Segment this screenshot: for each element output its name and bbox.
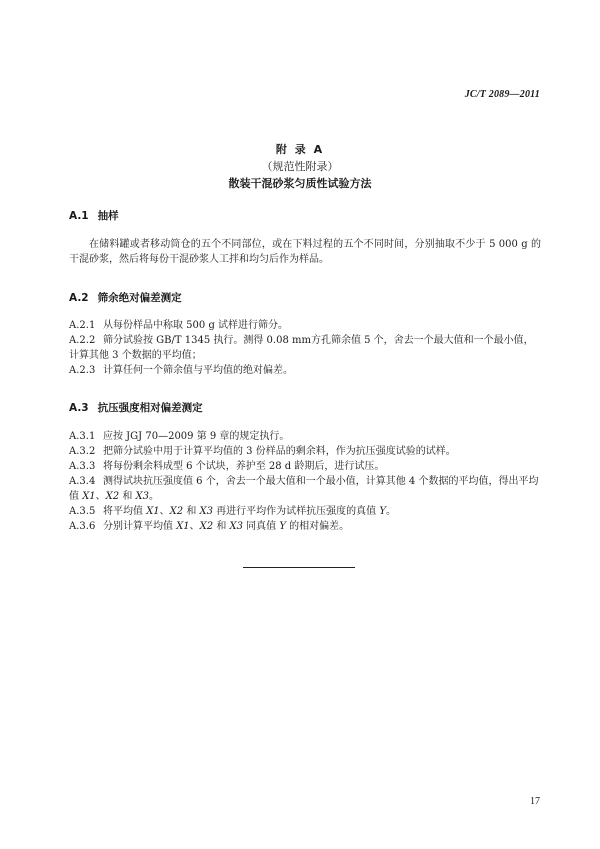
clause-text: 分别计算平均值 X1、X2 和 X3 同真值 Y 的相对偏差。 xyxy=(103,521,350,532)
clause-number: A.3.2 xyxy=(69,446,96,457)
clause-text: 从每份样品中称取 500 g 试样进行筛分。 xyxy=(103,320,289,331)
section-number: A.3 xyxy=(69,402,89,414)
clause-text: 把筛分试验中用于计算平均值的 3 份样品的剩余料，作为抗压强度试验的试样。 xyxy=(103,446,456,457)
clause-text: 计算任何一个筛余值与平均值的绝对偏差。 xyxy=(103,365,293,376)
clause-text: 将每份剩余料成型 6 个试块，养护至 28 d 龄期后，进行试压。 xyxy=(103,461,385,472)
clause-text: 将平均值 X1、X2 和 X3 再进行平均作为试样抗压强度的真值 Y。 xyxy=(103,506,396,517)
section-paragraph-a1: 在储料罐或者移动筒仓的五个不同部位，或在下料过程的五个不同时间，分别抽取不少于 5 000 g 的干混砂浆，然后将每份干混砂浆人工拌和均匀后作为样品。 xyxy=(69,239,541,265)
appendix-title: 散装干混砂浆匀质性试验方法 xyxy=(228,177,372,190)
clause-a3-1 xyxy=(69,429,541,444)
section-number: A.1 xyxy=(69,210,89,222)
clause-text: 应按 JGJ 70—2009 第 9 章的规定执行。 xyxy=(103,431,290,442)
clause-a3-5 xyxy=(69,504,541,519)
standard-code: JC/T 2089—2011 xyxy=(464,89,540,100)
clause-number: A.2.2 xyxy=(69,335,96,346)
section-heading-a2 xyxy=(69,290,182,305)
appendix-label: 附 录 A xyxy=(275,143,325,156)
section-title: 抽样 xyxy=(97,210,119,222)
section-heading-a1 xyxy=(69,208,119,223)
section-number: A.2 xyxy=(69,292,89,304)
clause-number: A.3.5 xyxy=(69,506,96,517)
clause-number: A.2.1 xyxy=(69,320,96,331)
clause-number: A.3.3 xyxy=(69,461,96,472)
clause-number: A.2.3 xyxy=(69,365,96,376)
page-number: 17 xyxy=(530,796,540,807)
section-heading-a3 xyxy=(69,400,203,415)
end-rule xyxy=(243,567,355,568)
clause-a2-3 xyxy=(69,363,541,378)
appendix-type: （规范性附录） xyxy=(261,160,339,173)
clause-a3-2 xyxy=(69,444,541,459)
clause-a2-2 xyxy=(69,333,541,363)
clause-a2-1 xyxy=(69,318,541,333)
clause-a3-4 xyxy=(69,474,541,504)
section-title: 筛余绝对偏差测定 xyxy=(97,292,182,304)
section-title: 抗压强度相对偏差测定 xyxy=(97,402,203,414)
clause-text: 测得试块抗压强度值 6 个，舍去一个最大值和一个最小值，计算其他 4 个数据的平均值，得出平均值 X1、X2 和 X3。 xyxy=(69,476,539,502)
clause-number: A.3.1 xyxy=(69,431,96,442)
clause-text: 筛分试验按 GB/T 1345 执行。测得 0.08 mm方孔筛余值 5 个，舍去一个最大值和一个最小值，计算其他 3 个数据的平均值； xyxy=(69,335,534,361)
clause-a3-3 xyxy=(69,459,541,474)
clause-number: A.3.6 xyxy=(69,521,96,532)
clause-a3-6 xyxy=(69,519,541,534)
clause-number: A.3.4 xyxy=(69,476,96,487)
